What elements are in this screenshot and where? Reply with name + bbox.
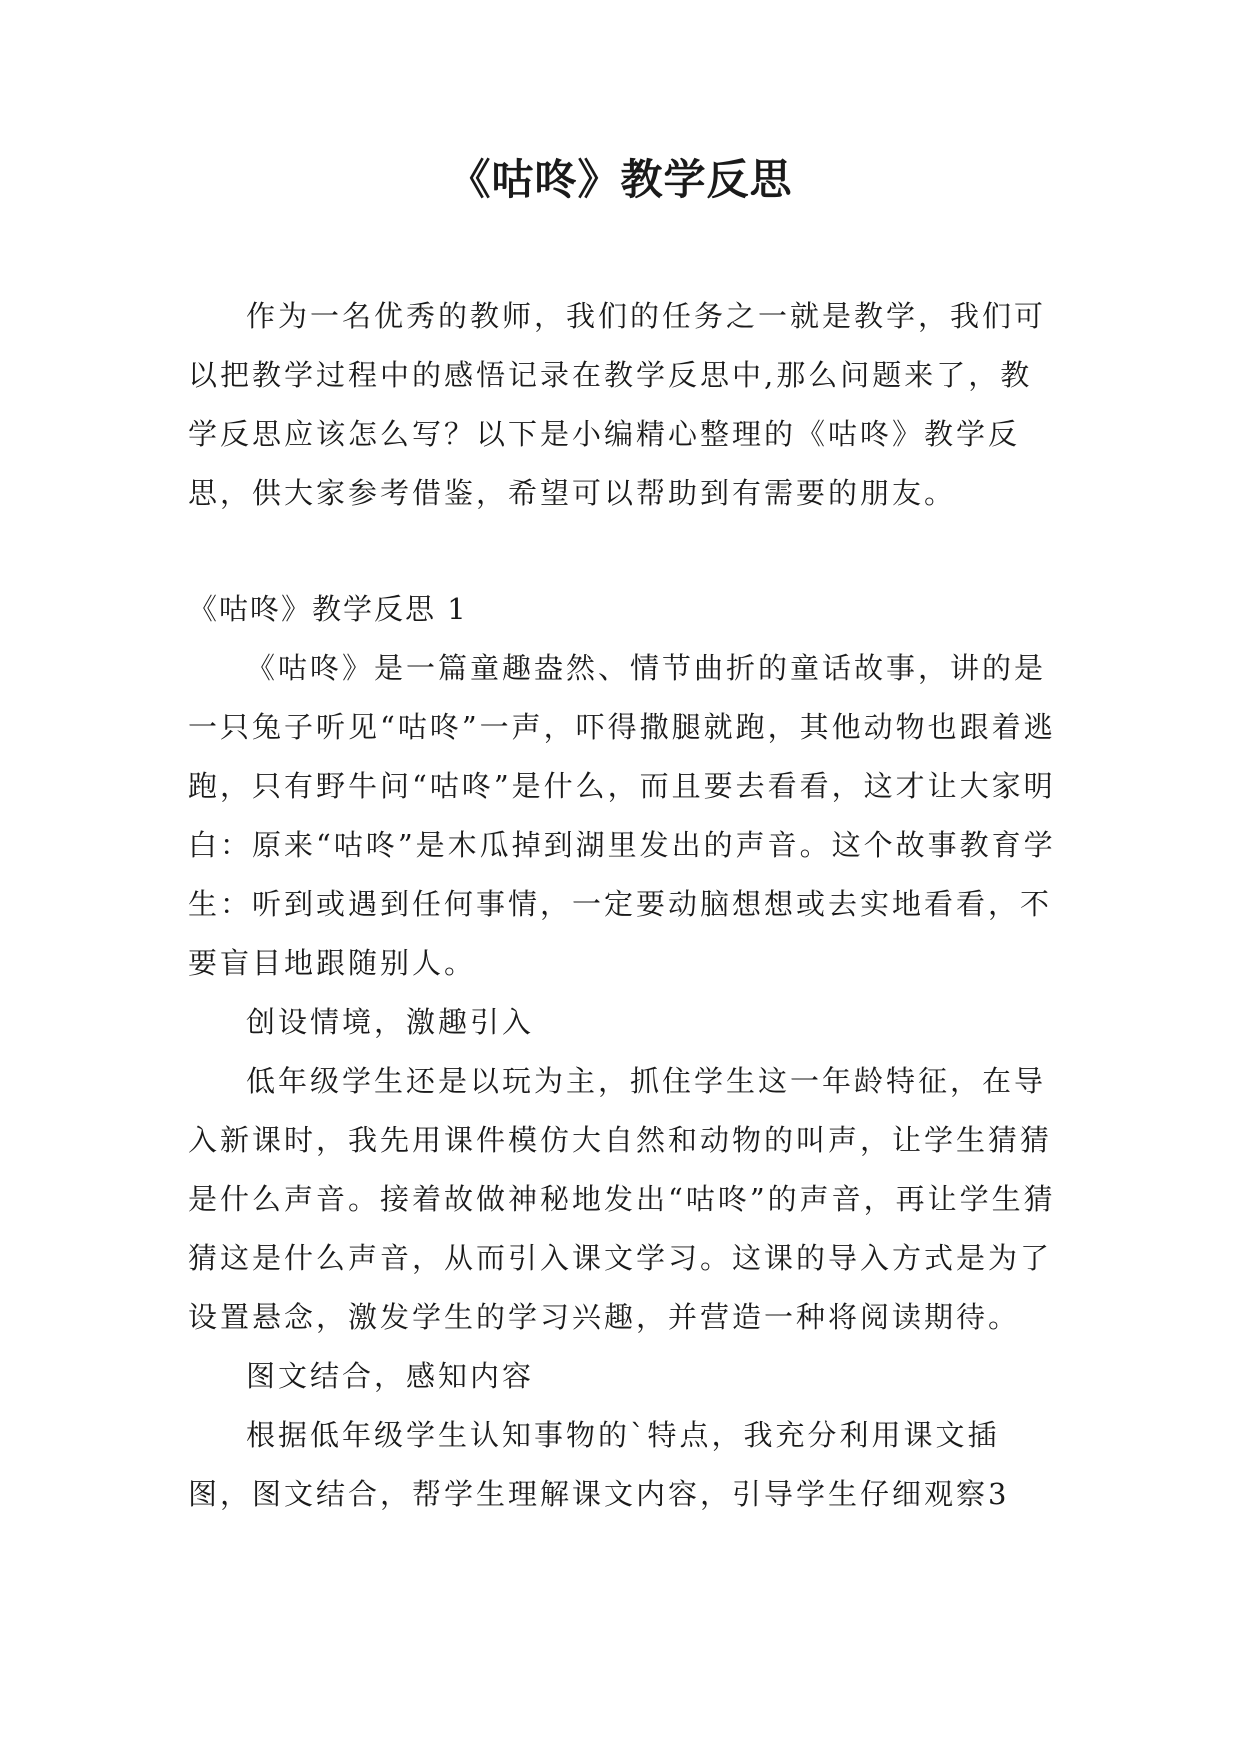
intro-block [188,287,1058,523]
section-block [188,580,1058,1524]
document-title: 《咕咚》教学反思 [448,155,793,204]
body-paragraph: 根据低年级学生认知事物的`特点，我充分利用课文插图，图文结合，帮学生理解课文内容，引导学生仔细观察3 [188,1418,1010,1511]
body-paragraph: 《咕咚》是一篇童趣盎然、情节曲折的童话故事，讲的是一只兔子听见“咕咚”一声，吓得撒腿就跑，其他动物也跟着逃跑，只有野牛问“咕咚”是什么，而且要去看看，这才让大家明白：原来“咕咚”是木瓜掉到湖里发出的声音。这个故事教育学生：听到或遇到任何事情，一定要动脑想想或去实地看看，不要盲目地跟随别人。 [188,651,1056,980]
body-paragraph: 低年级学生还是以玩为主，抓住学生这一年龄特征，在导入新课时，我先用课件模仿大自然和动物的叫声，让学生猜猜是什么声音。接着故做神秘地发出“咕咚”的声音，再让学生猜猜这是什么声音，从而引入课文学习。这课的导入方式是为了设置悬念，激发学生的学习兴趣，并营造一种将阅读期待。 [188,1064,1056,1334]
subheading: 图文结合，感知内容 [246,1359,535,1393]
intro-paragraph: 作为一名优秀的教师，我们的任务之一就是教学，我们可以把教学过程中的感悟记录在教学反思中,那么问题来了，教学反思应该怎么写？以下是小编精心整理的《咕咚》教学反思，供大家参考借鉴，希望可以帮助到有需要的朋友。 [188,299,1047,510]
subheading: 创设情境，激趣引入 [246,1005,535,1039]
section-title: 《咕咚》教学反思 1 [188,592,468,626]
